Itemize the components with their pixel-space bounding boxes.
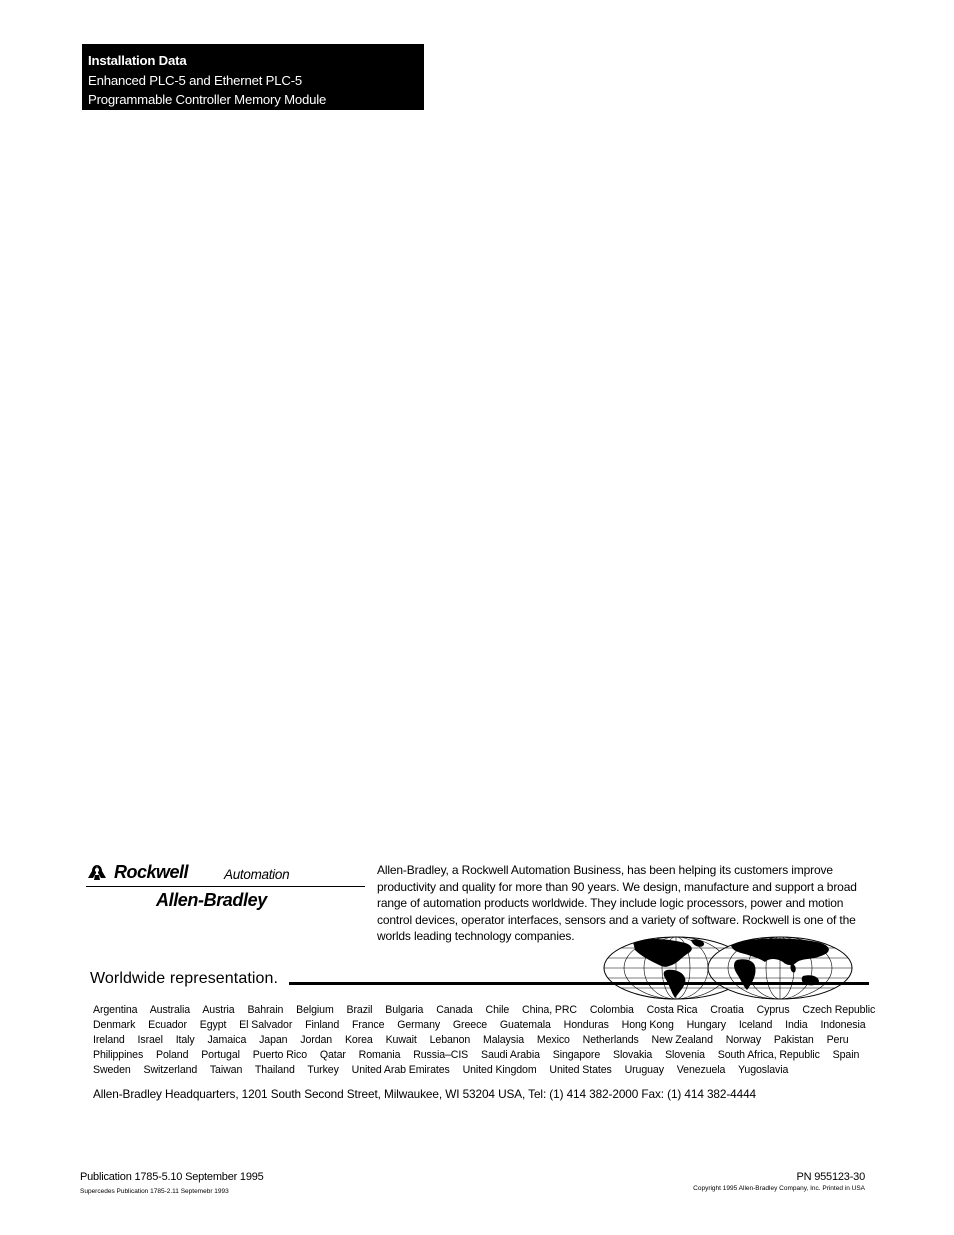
country-item: Slovenia <box>665 1049 705 1061</box>
company-description: Allen-Bradley, a Rockwell Automation Business, has been helping its customers improve productivity and quality for more than 90 years. We design, manufacture and support a broad range of automation products worldwide. They include logic processors, power and motion control devices, operator interfaces, sensors and a variety of software. Rockwell is one of the worlds leading technology companies. <box>377 863 857 943</box>
worldwide-rule <box>289 982 869 985</box>
country-item: Sweden <box>93 1064 131 1076</box>
country-item: El Salvador <box>239 1019 293 1031</box>
country-row <box>93 1033 873 1048</box>
country-item: France <box>351 1019 385 1031</box>
country-item: Belgium <box>296 1004 334 1016</box>
country-item: Hungary <box>686 1019 726 1031</box>
country-item: India <box>785 1019 808 1031</box>
copyright-notice: Copyright 1995 Allen-Bradley Company, Inc. Printed in USA <box>693 1185 865 1192</box>
country-item: Colombia <box>589 1004 634 1016</box>
country-item: Saudi Arabia <box>481 1049 540 1061</box>
country-item: New Zealand <box>651 1034 713 1046</box>
publication-number: Publication 1785-5.10 September 1995 <box>80 1171 264 1183</box>
title-block <box>82 44 424 110</box>
country-item: Finland <box>305 1019 340 1031</box>
country-item: Australia <box>149 1004 191 1016</box>
headquarters-address: Allen-Bradley Headquarters, 1201 South Second Street, Milwaukee, WI 53204 USA, Tel: (1) 414 382-2000 Fax: (1) 414 382-4444 <box>93 1087 757 1101</box>
supersedes-note: Supercedes Publication 1785-2.11 Septemebr 1993 <box>80 1188 229 1195</box>
country-item: Philippines <box>93 1049 144 1061</box>
country-item: United States <box>549 1064 612 1076</box>
worldwide-representation-label: Worldwide representation. <box>90 970 279 987</box>
country-list <box>93 1003 876 1078</box>
eastern-hemisphere-globe-icon <box>707 936 853 1000</box>
country-item: Pakistan <box>773 1034 814 1046</box>
rockwell-logo-icon <box>86 863 108 881</box>
country-item: Indonesia <box>820 1019 866 1031</box>
country-item: Denmark <box>93 1019 136 1031</box>
part-number: PN 955123-30 <box>796 1171 865 1183</box>
country-item: Honduras <box>563 1019 609 1031</box>
country-item: Israel <box>137 1034 163 1046</box>
allen-bradley-wordmark: Allen-Bradley <box>156 890 267 910</box>
country-item: Cyprus <box>756 1004 790 1016</box>
country-item: Romania <box>358 1049 401 1061</box>
country-item: Qatar <box>319 1049 346 1061</box>
country-item: Puerto Rico <box>252 1049 307 1061</box>
country-item: China, PRC <box>522 1004 577 1016</box>
country-row <box>93 1048 873 1063</box>
country-item: Taiwan <box>209 1064 243 1076</box>
country-item: Netherlands <box>582 1034 639 1046</box>
country-item: Jordan <box>300 1034 333 1046</box>
country-item: Iceland <box>738 1019 773 1031</box>
country-item: Switzerland <box>143 1064 198 1076</box>
country-item: Italy <box>175 1034 195 1046</box>
country-row <box>93 1003 876 1018</box>
country-item: Bahrain <box>247 1004 284 1016</box>
country-item: Japan <box>259 1034 288 1046</box>
country-item: Peru <box>826 1034 849 1046</box>
country-item: Chile <box>485 1004 510 1016</box>
country-item: Costa Rica <box>646 1004 698 1016</box>
country-item: Hong Kong <box>621 1019 674 1031</box>
country-item: Malaysia <box>483 1034 525 1046</box>
country-item: Egypt <box>199 1019 227 1031</box>
country-item: Greece <box>452 1019 488 1031</box>
country-item: Venezuela <box>676 1064 726 1076</box>
country-item: Brazil <box>346 1004 373 1016</box>
country-item: Russia–CIS <box>413 1049 469 1061</box>
country-item: Spain <box>832 1049 860 1061</box>
brand-divider <box>86 886 365 887</box>
country-item: Argentina <box>93 1004 138 1016</box>
country-item: Kuwait <box>385 1034 417 1046</box>
country-item: Korea <box>344 1034 373 1046</box>
automation-wordmark: Automation <box>224 867 290 882</box>
product-subtitle-line: Programmable Controller Memory Module <box>88 92 327 107</box>
country-row <box>93 1063 873 1078</box>
country-item: Thailand <box>254 1064 295 1076</box>
country-item: Bulgaria <box>385 1004 424 1016</box>
country-item: South Africa, Republic <box>717 1049 820 1061</box>
country-item: United Arab Emirates <box>351 1064 450 1076</box>
country-item: Turkey <box>307 1064 339 1076</box>
product-title-line: Enhanced PLC-5 and Ethernet PLC-5 <box>88 72 303 88</box>
country-item: Portugal <box>201 1049 240 1061</box>
rockwell-wordmark: Rockwell <box>114 862 189 882</box>
country-item: Uruguay <box>624 1064 664 1076</box>
document-type-heading: Installation Data <box>88 53 187 68</box>
country-item: Mexico <box>536 1034 570 1046</box>
country-item: Canada <box>436 1004 473 1016</box>
country-item: United Kingdom <box>462 1064 537 1076</box>
country-item: Poland <box>155 1049 189 1061</box>
brand-logo <box>86 862 366 922</box>
country-item: Jamaica <box>207 1034 247 1046</box>
country-row <box>93 1018 873 1033</box>
country-item: Ecuador <box>148 1019 187 1031</box>
country-item: Slovakia <box>612 1049 653 1061</box>
country-item: Germany <box>397 1019 441 1031</box>
country-item: Ireland <box>93 1034 125 1046</box>
country-item: Guatemala <box>499 1019 551 1031</box>
country-item: Yugoslavia <box>738 1064 789 1076</box>
country-item: Austria <box>202 1004 235 1016</box>
country-item: Norway <box>725 1034 762 1046</box>
country-item: Lebanon <box>429 1034 471 1046</box>
country-item: Croatia <box>710 1004 744 1016</box>
country-item: Singapore <box>552 1049 601 1061</box>
country-item: Czech Republic <box>802 1004 876 1016</box>
